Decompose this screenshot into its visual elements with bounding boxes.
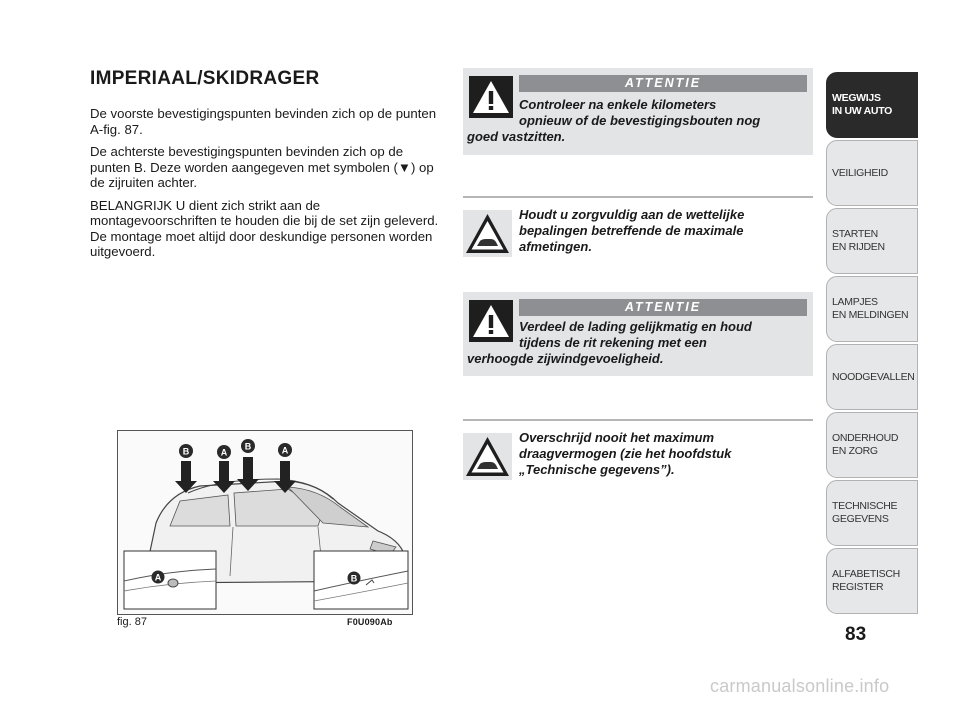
tab-label: EN ZORG: [832, 445, 878, 457]
warning-line: Controleer na enkele kilometers: [519, 97, 717, 112]
note-box-max-load: [463, 419, 813, 503]
warning-line: tijdens de rit rekening met een: [519, 335, 707, 350]
inset-label-b: B: [350, 573, 358, 584]
section-title: IMPERIAAL/SKIDRAGER: [90, 68, 320, 89]
tab-label: LAMPJES: [832, 296, 878, 308]
tab-onderhoud[interactable]: [826, 412, 918, 478]
tab-label: STARTEN: [832, 228, 878, 240]
warning-line: goed vastzitten.: [467, 129, 566, 144]
tab-label: TECHNISCHE: [832, 500, 898, 512]
paragraph-important: BELANGRIJK U dient zich strikt aan de montagevoorschriften te houden die bij de set zijn geleverd. De montage moet altijd door deskundige personen worden uitgevoerd.: [90, 197, 439, 259]
note-line: draagvermogen (zie het hoofdstuk: [519, 446, 732, 461]
marker-a-front-left: A: [220, 447, 228, 458]
note-line: bepalingen betreffende de maximale: [519, 223, 744, 238]
page-number: 83: [845, 624, 867, 645]
tab-alfabetisch[interactable]: [826, 548, 918, 614]
warning-header: ATTENTIE: [519, 299, 807, 316]
warning-box-load: [463, 292, 813, 376]
tab-label: NOODGEVALLEN: [832, 371, 915, 383]
marker-a-front-right: A: [281, 445, 289, 456]
tab-label: EN MELDINGEN: [832, 309, 909, 321]
tab-noodgevallen[interactable]: [826, 344, 918, 410]
figure-caption: fig. 87: [117, 616, 147, 628]
tab-label: ALFABETISCH: [832, 568, 900, 580]
paragraph-rear-points: De achterste bevestigingspunten bevinden zich op de punten B. Deze worden aangegeven met symbolen (▼) op de zijruiten achter.: [90, 144, 434, 190]
note-line: afmetingen.: [519, 239, 592, 254]
note-box-dimensions: [463, 196, 813, 278]
warning-header: ATTENTIE: [519, 75, 807, 92]
watermark: carmanualsonline.info: [710, 676, 890, 696]
tab-label: EN RIJDEN: [832, 241, 885, 253]
tab-technische[interactable]: [826, 480, 918, 546]
figure-code: F0U090Ab: [347, 617, 393, 627]
tab-label: GEGEVENS: [832, 513, 889, 525]
body-text: [90, 106, 442, 267]
tab-lampjes[interactable]: [826, 276, 918, 342]
tab-label: VEILIGHEID: [832, 167, 888, 179]
warning-triangle-icon: [469, 300, 513, 342]
note-line: Overschrijd nooit het maximum: [519, 430, 715, 445]
tab-wegwijs[interactable]: [826, 72, 918, 138]
tab-label: IN UW AUTO: [832, 105, 892, 117]
inset-label-a: A: [154, 572, 162, 583]
marker-b-rear-left: B: [182, 446, 190, 457]
marker-b-rear-right: B: [244, 441, 252, 452]
car-caution-icon: [463, 210, 512, 257]
tab-label: REGISTER: [832, 581, 884, 593]
car-illustration: [118, 431, 412, 614]
tab-starten[interactable]: [826, 208, 918, 274]
note-line: Houdt u zorgvuldig aan de wettelijke: [519, 207, 745, 222]
note-line: „Technische gegevens”).: [519, 462, 675, 477]
car-caution-icon: [463, 433, 512, 480]
tab-label: WEGWIJS: [832, 92, 881, 104]
warning-box-bolts: [463, 68, 813, 155]
warning-line: opnieuw of de bevestigingsbouten nog: [519, 113, 761, 128]
tab-veiligheid[interactable]: [826, 140, 918, 206]
warning-line: verhoogde zijwindgevoeligheid.: [467, 351, 664, 366]
warning-triangle-icon: [469, 76, 513, 118]
warning-line: Verdeel de lading gelijkmatig en houd: [519, 319, 752, 334]
tab-label: ONDERHOUD: [832, 432, 899, 444]
figure-87-car-roof: [117, 430, 413, 615]
paragraph-front-points: De voorste bevestigingspunten bevinden zich op de punten A-fig. 87.: [90, 106, 437, 137]
